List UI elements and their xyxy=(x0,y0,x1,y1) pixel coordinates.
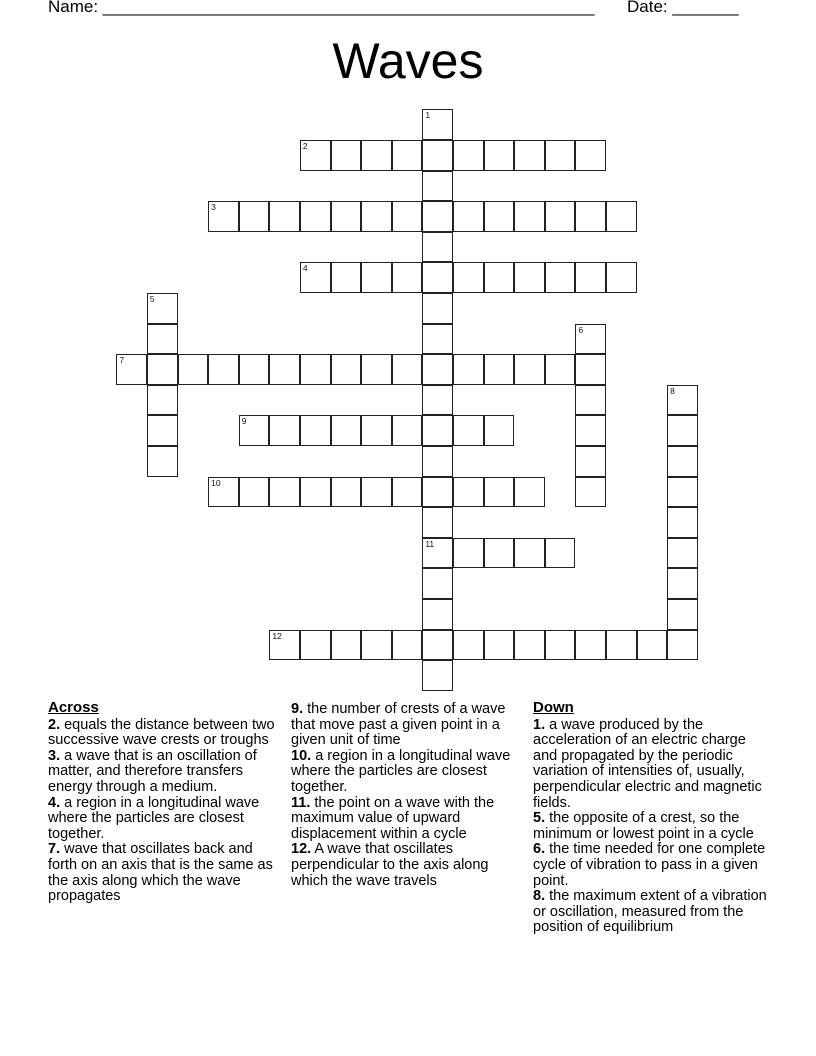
clue-across-9: 9. the number of crests of a wave that move past a given point in a given unit of time xyxy=(291,701,506,749)
across-heading: Across xyxy=(48,699,99,716)
grid-cell[interactable] xyxy=(575,324,606,355)
grid-cell[interactable] xyxy=(331,415,362,446)
grid-cell[interactable] xyxy=(575,630,606,661)
grid-cell[interactable] xyxy=(422,354,453,385)
grid-cell[interactable] xyxy=(667,599,698,630)
grid-cell[interactable] xyxy=(667,568,698,599)
grid-cell[interactable] xyxy=(147,446,178,477)
grid-cell[interactable] xyxy=(606,262,637,293)
grid-cell[interactable] xyxy=(422,385,453,416)
grid-cell[interactable] xyxy=(422,660,453,691)
grid-cell[interactable] xyxy=(361,415,392,446)
grid-cell[interactable] xyxy=(484,477,515,508)
down-heading: Down xyxy=(533,699,574,716)
grid-cell[interactable] xyxy=(331,140,362,171)
grid-cell[interactable] xyxy=(667,507,698,538)
grid-cell[interactable] xyxy=(545,262,576,293)
clue-number: 6 xyxy=(578,324,584,335)
grid-cell[interactable] xyxy=(575,354,606,385)
grid-cell[interactable] xyxy=(514,538,545,569)
grid-cell[interactable] xyxy=(239,201,270,232)
grid-cell[interactable] xyxy=(392,262,423,293)
grid-cell[interactable] xyxy=(147,324,178,355)
clue-across-10: 10. a region in a longitudinal wave where the particles are closest together. xyxy=(291,747,511,795)
grid-cell[interactable] xyxy=(637,630,668,661)
clue-across-3: 3. a wave that is an oscillation of matter, and therefore transfers energy through a medium. xyxy=(48,747,257,795)
grid-cell[interactable] xyxy=(300,630,331,661)
grid-cell[interactable] xyxy=(392,630,423,661)
grid-cell[interactable] xyxy=(453,630,484,661)
grid-cell[interactable] xyxy=(514,262,545,293)
page-title: Waves xyxy=(332,33,484,89)
grid-cell[interactable] xyxy=(545,201,576,232)
clues-column-3 xyxy=(533,700,773,936)
grid-cell[interactable] xyxy=(514,630,545,661)
grid-cell[interactable] xyxy=(300,140,331,171)
grid-cell[interactable] xyxy=(361,201,392,232)
grid-cell[interactable] xyxy=(422,477,453,508)
grid-cell[interactable] xyxy=(667,385,698,416)
grid-cell[interactable] xyxy=(300,354,331,385)
grid-cell[interactable] xyxy=(453,354,484,385)
clue-across-2: 2. equals the distance between two successive wave crests or troughs xyxy=(48,716,275,749)
grid-cell[interactable] xyxy=(239,477,270,508)
grid-cell[interactable] xyxy=(147,415,178,446)
name-field[interactable]: Name: ____________________________________________________ xyxy=(48,0,595,16)
grid-cell[interactable] xyxy=(453,201,484,232)
clue-down-6: 6. the time needed for one complete cycle of vibration to pass in a given point. xyxy=(533,841,766,889)
grid-cell[interactable] xyxy=(575,140,606,171)
grid-cell[interactable] xyxy=(453,415,484,446)
grid-cell[interactable] xyxy=(484,415,515,446)
grid-cell[interactable] xyxy=(422,568,453,599)
clue-down-1: 1. a wave produced by the acceleration of an electric charge and propagated by the periodic variation of intensities of, usually, perpendicular electric and magnetic fields. xyxy=(533,716,762,811)
clue-number: 5 xyxy=(149,293,155,304)
grid-cell[interactable] xyxy=(147,385,178,416)
grid-cell[interactable] xyxy=(269,354,300,385)
clue-down-5: 5. the opposite of a crest, so the minimum or lowest point in a cycle xyxy=(533,810,754,842)
clue-down-8: 8. the maximum extent of a vibration or oscillation, measured from the position of equilibrium xyxy=(533,888,767,936)
grid-cell[interactable] xyxy=(422,599,453,630)
grid-cell[interactable] xyxy=(484,538,515,569)
grid-cell[interactable] xyxy=(300,477,331,508)
grid-cell[interactable] xyxy=(361,140,392,171)
grid-cell[interactable] xyxy=(392,354,423,385)
grid-cell[interactable] xyxy=(422,171,453,202)
grid-cell[interactable] xyxy=(422,201,453,232)
grid-cell[interactable] xyxy=(484,354,515,385)
grid-cell[interactable] xyxy=(208,477,239,508)
grid-cell[interactable] xyxy=(361,630,392,661)
clue-number: 4 xyxy=(302,263,308,274)
grid-cell[interactable] xyxy=(514,477,545,508)
grid-cell[interactable] xyxy=(514,140,545,171)
grid-cell[interactable] xyxy=(116,354,147,385)
grid-cell[interactable] xyxy=(514,354,545,385)
grid-cell[interactable] xyxy=(453,477,484,508)
grid-cell[interactable] xyxy=(484,140,515,171)
clue-across-4: 4. a region in a longitudinal wave where the particles are closest together. xyxy=(48,794,260,842)
grid-cell[interactable] xyxy=(147,354,178,385)
grid-cell[interactable] xyxy=(453,538,484,569)
grid-cell[interactable] xyxy=(667,477,698,508)
clue-across-12: 12. A wave that oscillates perpendicular to the axis along which the wave travels xyxy=(291,841,489,889)
grid-cell[interactable] xyxy=(545,140,576,171)
grid-cell[interactable] xyxy=(422,293,453,324)
grid-cell[interactable] xyxy=(392,415,423,446)
grid-cell[interactable] xyxy=(361,477,392,508)
grid-cell[interactable] xyxy=(331,262,362,293)
date-field[interactable]: Date: _______ xyxy=(627,0,739,16)
clue-number: 2 xyxy=(302,140,308,151)
clue-number: 3 xyxy=(211,202,216,213)
clue-number: 8 xyxy=(670,385,675,396)
grid-cell[interactable] xyxy=(392,201,423,232)
grid-cell[interactable] xyxy=(422,446,453,477)
grid-cell[interactable] xyxy=(606,630,637,661)
grid-cell[interactable] xyxy=(545,354,576,385)
grid-cell[interactable] xyxy=(422,109,453,140)
clue-number: 9 xyxy=(241,416,247,427)
grid-cell[interactable] xyxy=(208,201,239,232)
grid-cell[interactable] xyxy=(392,140,423,171)
grid-cell[interactable] xyxy=(453,262,484,293)
clue-number: 7 xyxy=(119,355,125,366)
grid-cell[interactable] xyxy=(422,630,453,661)
grid-cell[interactable] xyxy=(422,324,453,355)
clue-number: 10 xyxy=(211,477,221,488)
grid-cell[interactable] xyxy=(606,201,637,232)
grid-cell[interactable] xyxy=(667,538,698,569)
grid-cell[interactable] xyxy=(422,262,453,293)
grid-cell[interactable] xyxy=(300,201,331,232)
grid-cell[interactable] xyxy=(331,354,362,385)
grid-cell[interactable] xyxy=(269,415,300,446)
grid-cell[interactable] xyxy=(575,262,606,293)
grid-cell[interactable] xyxy=(667,446,698,477)
crossword-grid xyxy=(117,110,729,692)
grid-cell[interactable] xyxy=(422,140,453,171)
grid-cell[interactable] xyxy=(453,140,484,171)
grid-cell[interactable] xyxy=(147,293,178,324)
grid-cell[interactable] xyxy=(422,507,453,538)
grid-cell[interactable] xyxy=(514,201,545,232)
grid-cell[interactable] xyxy=(208,354,239,385)
grid-cell[interactable] xyxy=(667,415,698,446)
grid-cell[interactable] xyxy=(178,354,209,385)
grid-cell[interactable] xyxy=(331,477,362,508)
clue-number: 12 xyxy=(272,630,282,641)
grid-cell[interactable] xyxy=(575,385,606,416)
grid-cell[interactable] xyxy=(239,415,270,446)
grid-cell[interactable] xyxy=(484,630,515,661)
grid-cell[interactable] xyxy=(545,538,576,569)
grid-cell[interactable] xyxy=(300,415,331,446)
clue-across-7: 7. wave that oscillates back and forth on an axis that is the same as the axis along which the wave propagates xyxy=(48,841,273,905)
clue-number: 1 xyxy=(425,110,431,121)
grid-cell[interactable] xyxy=(545,630,576,661)
grid-cell[interactable] xyxy=(331,201,362,232)
grid-cell[interactable] xyxy=(269,477,300,508)
grid-cell[interactable] xyxy=(575,446,606,477)
grid-cell[interactable] xyxy=(484,201,515,232)
grid-cell[interactable] xyxy=(667,630,698,661)
grid-cell[interactable] xyxy=(422,538,453,569)
grid-cell[interactable] xyxy=(422,415,453,446)
grid-cell[interactable] xyxy=(300,262,331,293)
grid-cell[interactable] xyxy=(331,630,362,661)
grid-cell[interactable] xyxy=(422,232,453,263)
grid-cell[interactable] xyxy=(575,477,606,508)
grid-cell[interactable] xyxy=(575,201,606,232)
clues-column-1 xyxy=(48,700,284,905)
grid-cell[interactable] xyxy=(392,477,423,508)
grid-cell[interactable] xyxy=(361,354,392,385)
clue-across-11: 11. the point on a wave with the maximum value of upward displacement within a cycle xyxy=(291,794,495,842)
clue-number: 11 xyxy=(425,538,435,549)
grid-cell[interactable] xyxy=(269,201,300,232)
grid-cell[interactable] xyxy=(239,354,270,385)
clues-column-2 xyxy=(291,702,527,889)
grid-cell[interactable] xyxy=(575,415,606,446)
grid-cell[interactable] xyxy=(361,262,392,293)
grid-cell[interactable] xyxy=(484,262,515,293)
grid-cell[interactable] xyxy=(269,630,300,661)
